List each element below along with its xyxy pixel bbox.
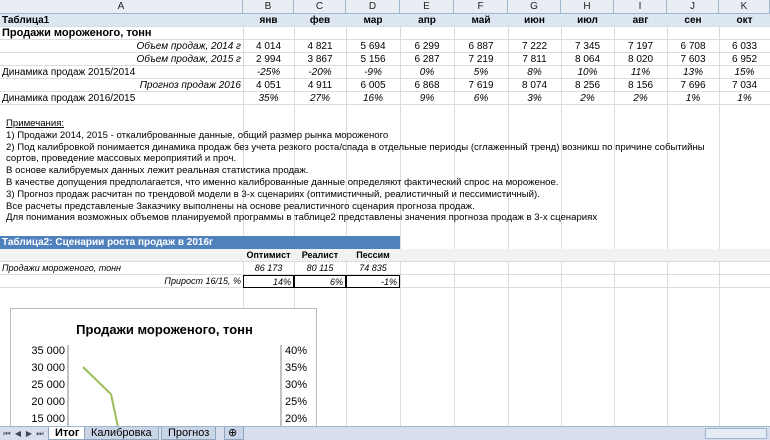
scenario-header[interactable]: Оптимист bbox=[246, 250, 291, 260]
column-header-k[interactable]: K bbox=[719, 0, 770, 14]
table2-row bbox=[0, 262, 770, 275]
column-header-c[interactable]: C bbox=[294, 0, 346, 14]
value-cell[interactable]: 1% bbox=[685, 93, 701, 104]
value-cell[interactable]: 10% bbox=[577, 67, 598, 78]
value-cell[interactable]: 3 867 bbox=[307, 54, 333, 65]
value-cell[interactable]: 5 156 bbox=[360, 54, 386, 65]
value-cell[interactable]: 8 256 bbox=[574, 80, 601, 91]
value-cell[interactable]: 11% bbox=[630, 67, 651, 78]
y-right-tick: 25% bbox=[285, 396, 308, 408]
month-header[interactable]: сен bbox=[684, 15, 702, 26]
column-header-j[interactable]: J bbox=[667, 0, 719, 14]
series-line-continuation bbox=[111, 394, 121, 426]
value-cell[interactable]: 6 005 bbox=[360, 80, 386, 91]
column-header-i[interactable]: I bbox=[614, 0, 667, 14]
scenario-header[interactable]: Пессим bbox=[356, 250, 390, 260]
value-cell[interactable]: -25% bbox=[256, 67, 281, 78]
table1-row bbox=[0, 53, 770, 66]
month-header[interactable]: июл bbox=[577, 15, 598, 26]
chart-plot bbox=[11, 309, 317, 426]
month-header[interactable]: янв bbox=[259, 15, 278, 26]
value-cell[interactable]: 7 034 bbox=[731, 80, 758, 91]
value-cell[interactable]: 1% bbox=[737, 93, 752, 104]
next-sheet-icon[interactable]: ▶ bbox=[25, 429, 33, 438]
table2-title[interactable]: Таблица2: Сценарии роста продаж в 2016г bbox=[0, 236, 400, 249]
column-header-e[interactable]: E bbox=[400, 0, 454, 14]
month-header[interactable]: май bbox=[471, 15, 491, 26]
value-cell[interactable]: 8% bbox=[527, 67, 542, 78]
table2-value[interactable]: -1% bbox=[346, 275, 400, 288]
value-cell[interactable]: 6 887 bbox=[468, 41, 494, 52]
note-line[interactable]: 1) Продажи 2014, 2015 - откалиброванные данные, общий размер рынка мороженого bbox=[6, 129, 389, 141]
value-cell[interactable]: -9% bbox=[364, 67, 382, 78]
value-cell[interactable]: 4 821 bbox=[307, 41, 333, 52]
value-cell[interactable]: 2 994 bbox=[255, 54, 282, 65]
note-line[interactable]: В качестве допущения предполагается, что именно калиброванные данные определяют фактический спрос на мороженое. bbox=[6, 177, 559, 188]
value-cell[interactable]: 0% bbox=[419, 67, 435, 78]
tab-prognoz[interactable]: Прогноз bbox=[161, 427, 216, 440]
note-line[interactable]: Примечания: bbox=[6, 118, 65, 129]
value-cell[interactable]: 3% bbox=[527, 93, 542, 104]
table2-value[interactable]: 74 835 bbox=[359, 263, 387, 273]
table1-title[interactable]: Таблица1 bbox=[2, 15, 50, 26]
value-cell[interactable]: 7 619 bbox=[468, 80, 494, 91]
table2-value[interactable]: 6% bbox=[294, 275, 346, 288]
column-header-b[interactable]: B bbox=[243, 0, 294, 14]
note-line[interactable]: В основе калибруемых данных лежит реальная статистика продаж. bbox=[6, 165, 309, 177]
y-left-tick: 30 000 bbox=[31, 362, 65, 374]
value-cell[interactable]: 7 345 bbox=[574, 41, 601, 52]
row-label[interactable]: Динамика продаж 2015/2014 bbox=[2, 67, 136, 78]
table1-row bbox=[0, 40, 770, 53]
note-line[interactable]: 3) Прогноз продаж расчитан по трендовой модели в 3-х сценариях (оптимистичный, реалистичный и пессимистичный). bbox=[6, 188, 540, 200]
note-line[interactable]: сортов, проведение массовых мероприятий и проч. bbox=[6, 153, 237, 165]
tab-kalibrovka[interactable]: Калибровка bbox=[84, 427, 159, 440]
row-label[interactable]: Прогноз продаж 2016 bbox=[139, 80, 241, 91]
value-cell[interactable]: 5% bbox=[473, 67, 489, 78]
new-sheet-icon[interactable]: ⊕ bbox=[224, 427, 244, 440]
prev-sheet-icon[interactable]: ◀ bbox=[14, 429, 22, 438]
sheet-tabs-bar bbox=[0, 426, 770, 440]
table2-value[interactable]: 86 173 bbox=[254, 263, 283, 273]
value-cell[interactable]: 4 014 bbox=[255, 41, 282, 52]
value-cell[interactable]: 9% bbox=[419, 93, 435, 104]
value-cell[interactable]: 6 033 bbox=[731, 41, 758, 52]
value-cell[interactable]: 7 197 bbox=[627, 41, 654, 52]
y-right-tick: 30% bbox=[285, 379, 308, 391]
value-cell[interactable]: 8 156 bbox=[627, 80, 654, 91]
y-left-tick: 35 000 bbox=[31, 345, 65, 357]
horizontal-scrollbar[interactable] bbox=[705, 428, 767, 439]
month-header[interactable]: апр bbox=[418, 15, 436, 26]
table1-row bbox=[0, 66, 770, 79]
note-line[interactable]: Все расчеты представленые Заказчику выполнены на основе реалистичного сценария прогноза продаж. bbox=[6, 200, 475, 212]
row-label[interactable]: Динамика продаж 2016/2015 bbox=[2, 93, 136, 104]
value-cell[interactable]: 6 868 bbox=[414, 80, 440, 91]
value-cell[interactable]: 7 603 bbox=[680, 54, 706, 65]
table2-row-label[interactable]: Продажи мороженого, тонн bbox=[2, 263, 122, 273]
last-sheet-icon[interactable]: ⏭ bbox=[36, 429, 44, 438]
table2-row bbox=[0, 275, 770, 288]
value-cell[interactable]: 7 219 bbox=[468, 54, 494, 65]
value-cell[interactable]: 8 064 bbox=[574, 54, 601, 65]
column-header-h[interactable]: H bbox=[561, 0, 614, 14]
value-cell[interactable]: 6 299 bbox=[414, 41, 440, 52]
table1-header-row bbox=[0, 14, 770, 27]
value-cell[interactable]: 7 222 bbox=[521, 41, 548, 52]
table2-header-row bbox=[0, 249, 770, 262]
value-cell[interactable]: 6 708 bbox=[680, 41, 706, 52]
y-left-tick: 25 000 bbox=[31, 379, 65, 391]
table2-row-label[interactable]: Прирост 16/15, % bbox=[164, 276, 241, 286]
value-cell[interactable]: 8 020 bbox=[627, 54, 654, 65]
month-header[interactable]: фев bbox=[309, 15, 331, 26]
value-cell[interactable]: 2% bbox=[633, 93, 648, 104]
y-left-tick: 20 000 bbox=[31, 396, 65, 408]
table1-row bbox=[0, 79, 770, 92]
month-header[interactable]: июн bbox=[524, 15, 545, 26]
value-cell[interactable]: 16% bbox=[362, 93, 383, 104]
value-cell[interactable]: 13% bbox=[682, 67, 703, 78]
month-header[interactable]: окт bbox=[736, 15, 753, 26]
value-cell[interactable]: 6 952 bbox=[731, 54, 758, 65]
tab-itog[interactable]: Итог bbox=[48, 427, 86, 440]
row-label[interactable]: Объем продаж, 2014 г bbox=[136, 41, 241, 52]
series-line bbox=[83, 367, 111, 394]
value-cell[interactable]: 5 694 bbox=[360, 41, 386, 52]
value-cell[interactable]: -20% bbox=[308, 67, 332, 78]
value-cell[interactable]: 2% bbox=[580, 93, 595, 104]
value-cell[interactable]: 7 696 bbox=[680, 80, 706, 91]
column-header-a[interactable]: A bbox=[0, 0, 243, 14]
month-header[interactable]: мар bbox=[363, 15, 383, 26]
column-header-f[interactable]: F bbox=[454, 0, 508, 14]
table2-value[interactable]: 80 115 bbox=[306, 263, 334, 273]
note-line[interactable]: Для понимания возможных объемов планируемой программы в таблице2 представлены значения прогноза продаж в 3-х сценариях bbox=[6, 212, 598, 224]
y-left-tick: 15 000 bbox=[31, 413, 65, 425]
y-right-tick: 35% bbox=[285, 362, 308, 374]
value-cell[interactable]: 8 074 bbox=[521, 80, 548, 91]
row-label[interactable]: Объем продаж, 2015 г bbox=[136, 54, 241, 65]
table1-section-row bbox=[0, 27, 770, 40]
month-header[interactable]: авг bbox=[632, 15, 649, 26]
column-header-bar bbox=[0, 0, 770, 14]
first-sheet-icon[interactable]: ⏮ bbox=[3, 429, 11, 438]
column-header-d[interactable]: D bbox=[346, 0, 400, 14]
value-cell[interactable]: 6 287 bbox=[414, 54, 440, 65]
table2-title-row bbox=[0, 236, 770, 249]
value-cell[interactable]: 27% bbox=[309, 93, 330, 104]
table2-value[interactable]: 14% bbox=[243, 275, 294, 288]
note-line[interactable]: 2) Под калибровкой понимается динамика продаж без учета резкого роста/спада в отдельные периоды (сглаженный тренд) возникш по причине событийны bbox=[6, 141, 705, 153]
column-header-g[interactable]: G bbox=[508, 0, 561, 14]
value-cell[interactable]: 15% bbox=[734, 67, 755, 78]
chart-title: Продажи мороженого, тонн bbox=[76, 322, 253, 337]
value-cell[interactable]: 4 051 bbox=[255, 80, 282, 91]
value-cell[interactable]: 35% bbox=[258, 93, 279, 104]
section-title[interactable]: Продажи мороженого, тонн bbox=[2, 27, 152, 39]
y-right-tick: 20% bbox=[285, 413, 308, 425]
value-cell[interactable]: 7 811 bbox=[522, 54, 547, 65]
table1-row bbox=[0, 92, 770, 105]
scenario-header[interactable]: Реалист bbox=[301, 250, 339, 260]
sales-chart[interactable] bbox=[10, 308, 317, 426]
value-cell[interactable]: 6% bbox=[473, 93, 489, 104]
value-cell[interactable]: 4 911 bbox=[307, 80, 333, 91]
y-right-tick: 40% bbox=[285, 345, 308, 357]
